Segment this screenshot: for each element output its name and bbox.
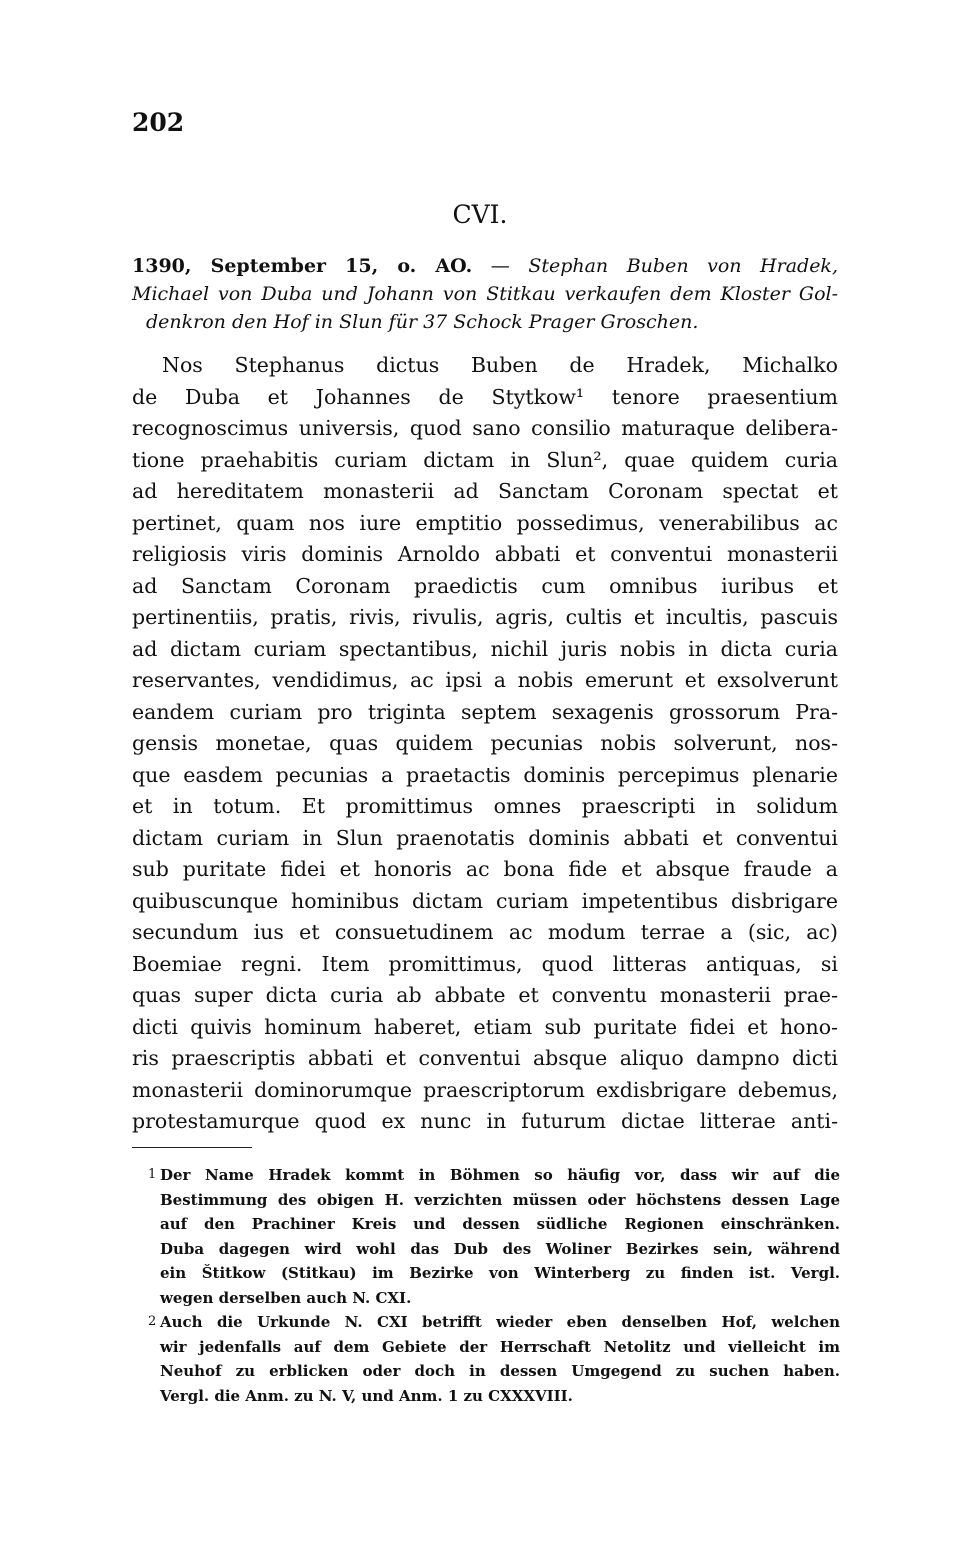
- footnote-line: ein Štitkow (Stitkau) im Bezirke von Winterberg zu finden ist. Vergl.: [160, 1264, 840, 1282]
- regest-line: denkron den Hof in Slun für 37 Schock Prager Groschen.: [146, 311, 699, 333]
- footnote: [148, 1163, 840, 1310]
- footnote-line: wegen derselben auch N. CXI.: [160, 1288, 412, 1307]
- body-line: pertinet, quam nos iure emptitio possedimus, venerabilibus ac: [132, 510, 838, 535]
- body-text: [132, 350, 838, 1138]
- regest-line: Michael von Duba und Johann von Stitkau verkaufen dem Kloster Gol-: [132, 283, 838, 305]
- regest-text: Stephan Buben von Hradek,: [528, 255, 838, 277]
- body-line: quas super dicta curia ab abbate et conventu monasterii prae-: [132, 983, 838, 1007]
- footnote-line: Duba dagegen wird wohl das Dub des Woliner Bezirkes sein, während: [160, 1239, 840, 1258]
- body-line: ris praescriptis abbati et conventui absque aliquo dampno dicti: [132, 1046, 838, 1070]
- footnotes: [148, 1163, 840, 1408]
- footnote: [148, 1310, 840, 1408]
- regest: [132, 252, 838, 336]
- body-line: pertinentiis, pratis, rivis, rivulis, agris, cultis et incultis, pascuis: [132, 605, 838, 629]
- page-number: 202: [132, 108, 185, 137]
- body-line: dictam curiam in Slun praenotatis dominis abbati et conventui: [132, 825, 838, 850]
- body-line: protestamurque quod ex nunc in futurum dictae litterae anti-: [132, 1109, 838, 1133]
- regest-dash: —: [490, 255, 510, 277]
- footnote-divider: [132, 1147, 252, 1148]
- regest-line: [132, 252, 838, 280]
- body-line: secundum ius et consuetudinem ac modum terrae a (sic, ac): [132, 920, 838, 944]
- regest-date: 1390, September 15, o. AO.: [132, 255, 473, 277]
- footnote-line: auf den Prachiner Kreis und dessen südliche Regionen einschränken.: [160, 1215, 840, 1233]
- footnote-line: Bestimmung des obigen H. verzichten müssen oder höchstens dessen Lage: [160, 1190, 840, 1209]
- footnote-line: Neuhof zu erblicken oder doch in dessen Umgegend zu suchen haben.: [160, 1362, 840, 1380]
- footnote-line: Auch die Urkunde N. CXI betrifft wieder eben denselben Hof, welchen: [160, 1313, 840, 1331]
- body-line: de Duba et Johannes de Stytkow¹ tenore praesentium: [132, 384, 838, 409]
- body-line: ad Sanctam Coronam praedictis cum omnibus iuribus et: [132, 573, 838, 598]
- body-line: et in totum. Et promittimus omnes praescripti in solidum: [132, 794, 838, 818]
- body-line: sub puritate fidei et honoris ac bona fide et absque fraude a: [132, 857, 838, 881]
- body-line: Boemiae regni. Item promittimus, quod litteras antiquas, si: [132, 951, 838, 976]
- body-line: ad hereditatem monasterii ad Sanctam Coronam spectat et: [132, 479, 838, 503]
- document-number: CVI.: [452, 200, 508, 229]
- footnote-line: Der Name Hradek kommt in Böhmen so häufig vor, dass wir auf die: [160, 1166, 840, 1184]
- body-line: religiosis viris dominis Arnoldo abbati et conventui monasterii: [132, 542, 838, 566]
- footnote-number: 1: [148, 1167, 157, 1182]
- body-line: que easdem pecunias a praetactis dominis percepimus plenarie: [132, 762, 838, 787]
- footnote-number: 2: [148, 1314, 157, 1329]
- body-line: recognoscimus universis, quod sano consilio maturaque delibera-: [132, 416, 838, 440]
- body-line: dicti quivis hominum haberet, etiam sub puritate fidei et hono-: [132, 1014, 838, 1039]
- body-line: monasterii dominorumque praescriptorum exdisbrigare debemus,: [132, 1077, 838, 1102]
- footnote-line: wir jedenfalls auf dem Gebiete der Herrschaft Netolitz und vielleicht im: [160, 1337, 840, 1356]
- body-line: reservantes, vendidimus, ac ipsi a nobis emerunt et exsolverunt: [132, 668, 838, 692]
- footnote-line: Vergl. die Anm. zu N. V, und Anm. 1 zu CXXXVIII.: [160, 1386, 573, 1405]
- body-line: gensis monetae, quas quidem pecunias nobis solverunt, nos-: [132, 731, 838, 755]
- body-line: tione praehabitis curiam dictam in Slun², quae quidem curia: [132, 447, 838, 472]
- body-line: quibuscunque hominibus dictam curiam impetentibus disbrigare: [132, 888, 838, 913]
- body-line: Nos Stephanus dictus Buben de Hradek, Michalko: [162, 353, 838, 377]
- body-line: eandem curiam pro triginta septem sexagenis grossorum Pra-: [132, 699, 838, 724]
- body-line: ad dictam curiam spectantibus, nichil juris nobis in dicta curia: [132, 636, 838, 661]
